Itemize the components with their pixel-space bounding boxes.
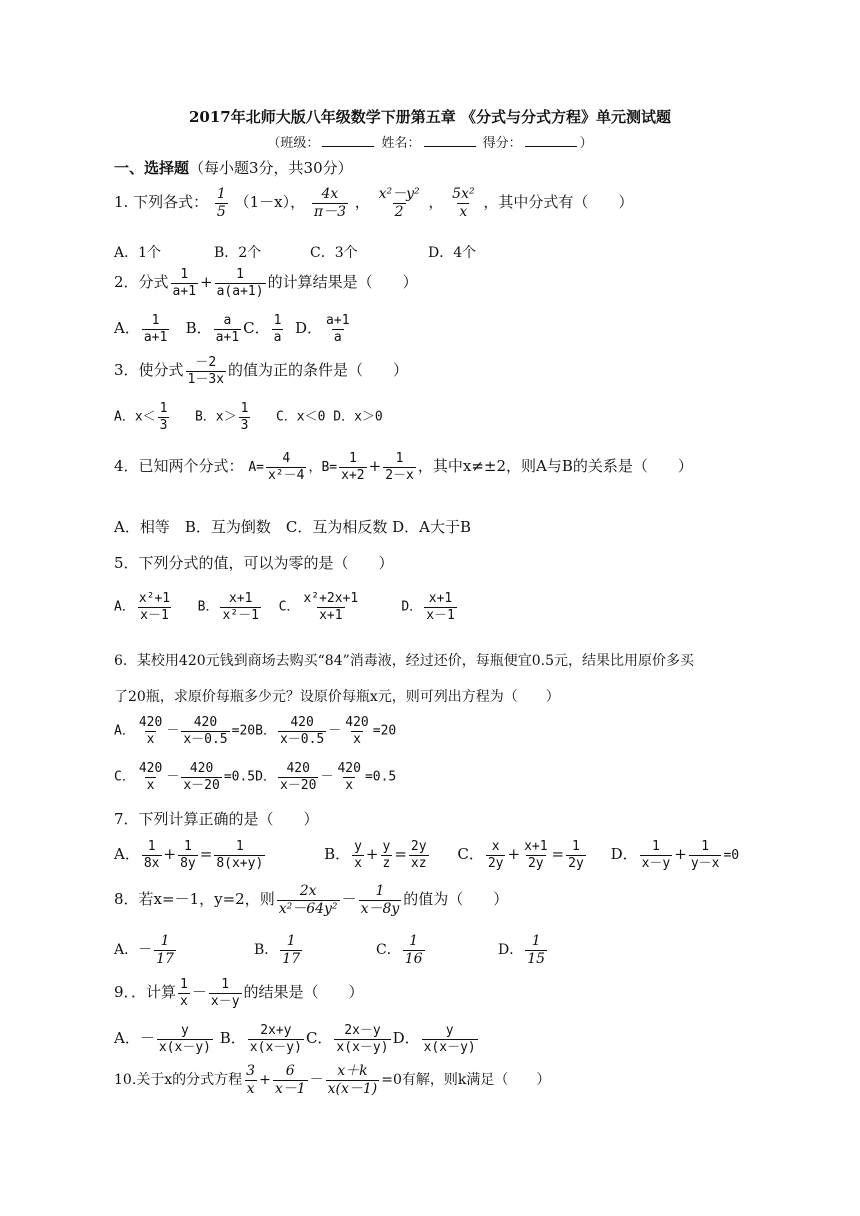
text: xz <box>410 855 427 871</box>
fraction <box>334 1024 390 1054</box>
fraction <box>266 452 306 482</box>
option-a: A．1个 <box>114 245 162 261</box>
text: － <box>309 1072 324 1089</box>
text: a <box>273 329 282 345</box>
text: 420 <box>189 761 214 776</box>
text: x <box>459 203 468 220</box>
text: x <box>353 731 361 747</box>
text: 1 <box>348 451 357 466</box>
text: 1 <box>236 267 244 282</box>
text: 8x <box>143 855 160 871</box>
section-title: 一、选择题 <box>114 159 190 177</box>
text: y－x <box>690 855 720 871</box>
text: （1－x）， <box>234 193 306 212</box>
text: a+1 <box>326 313 350 328</box>
option-a: A． <box>114 319 140 338</box>
text: 4．已知两个分式： <box>114 457 244 476</box>
text: 4 <box>282 451 291 466</box>
name-blank <box>424 134 476 147</box>
fraction <box>158 402 170 432</box>
option-b: B． <box>197 599 219 615</box>
text: x＋k <box>337 1063 368 1079</box>
fraction <box>181 716 229 746</box>
fraction <box>486 840 506 870</box>
fraction <box>525 934 547 966</box>
fraction <box>326 1064 380 1096</box>
text: 8y <box>180 855 196 871</box>
question-8 <box>114 884 508 916</box>
text: － <box>328 723 342 739</box>
fraction <box>215 268 266 298</box>
fraction <box>409 840 429 870</box>
fraction <box>142 840 162 870</box>
section-heading <box>114 157 353 178</box>
text: 1 <box>701 839 710 854</box>
option-c: C． <box>114 769 135 785</box>
text: =20 <box>231 723 256 739</box>
text: x+1 <box>428 591 453 606</box>
fraction <box>277 884 340 916</box>
text: 1 <box>180 267 189 282</box>
question-6-line-1: 6．某校用420元钱到商场去购买“84”消毒液，经过还价，每瓶便宜0.5元，结果比用原价多买 <box>114 653 695 669</box>
text: 1 <box>652 839 660 854</box>
fraction <box>215 187 228 219</box>
text: y <box>445 1023 454 1038</box>
page-title: 2017年北师大版八年级数学下册第五章 《分式与分式方程》单元测试题 <box>189 108 671 126</box>
fraction <box>522 840 549 870</box>
text: 17 <box>156 950 174 967</box>
option-a: A．－ <box>114 1029 155 1048</box>
text: x－0.5 <box>279 731 325 747</box>
text: 1 <box>240 401 249 416</box>
class-blank <box>322 134 374 147</box>
text: x²－y² <box>378 186 420 202</box>
text: x－y <box>641 855 671 871</box>
text: x²+2x+1 <box>303 591 359 606</box>
fraction <box>424 592 457 622</box>
text: + <box>674 845 687 864</box>
fraction <box>137 592 172 622</box>
text: + <box>163 845 177 864</box>
text: 8．若x=－1，y=2，则 <box>114 890 275 909</box>
question-3 <box>114 356 408 386</box>
text: x－1 <box>274 1080 306 1097</box>
fraction <box>377 187 422 219</box>
text: 10.关于x的分式方程 <box>114 1072 243 1089</box>
question-8-options <box>114 934 549 966</box>
fraction <box>248 1024 304 1054</box>
fraction <box>214 314 241 344</box>
text: y <box>354 839 362 854</box>
fraction <box>280 934 302 966</box>
fraction <box>186 356 226 386</box>
fraction <box>312 187 348 219</box>
text: ， <box>354 193 370 212</box>
fraction <box>339 452 366 482</box>
question-1-options <box>114 242 476 262</box>
fraction <box>273 1064 308 1096</box>
fraction <box>381 840 393 870</box>
text: 1 <box>221 977 230 992</box>
fraction <box>403 934 425 966</box>
fraction <box>220 592 260 622</box>
text: a+1 <box>215 329 240 345</box>
text: 1 <box>183 839 192 854</box>
text: =20 <box>372 723 397 739</box>
fraction <box>137 716 164 746</box>
text: + <box>368 457 382 476</box>
fraction <box>239 402 251 432</box>
text: =0 <box>723 848 740 864</box>
fraction <box>640 840 673 870</box>
option-c: C． <box>243 319 270 338</box>
text: 1 <box>216 186 226 202</box>
text: x(x－y) <box>336 1039 389 1055</box>
text: 1 <box>147 839 156 854</box>
text: x <box>146 777 155 793</box>
option-b: B． <box>255 723 276 739</box>
text: － <box>341 890 357 909</box>
fraction <box>359 884 402 916</box>
text: 6 <box>285 1063 295 1079</box>
option-b: B． <box>254 942 279 959</box>
fraction <box>171 268 198 298</box>
text: 17 <box>282 950 301 967</box>
text: a <box>223 313 232 328</box>
text: －2 <box>195 355 217 370</box>
text: x－0.5 <box>183 731 228 747</box>
text: 4x <box>321 186 339 202</box>
text: z <box>382 855 391 871</box>
text: 5 <box>216 203 226 220</box>
text: x(x－y) <box>423 1039 476 1055</box>
text: 3 <box>240 417 249 433</box>
fraction <box>272 314 284 344</box>
text: 1 <box>273 313 282 328</box>
fraction <box>209 978 242 1008</box>
text: x²－64y² <box>278 900 338 917</box>
text: 2y <box>487 855 504 871</box>
text: 420 <box>286 761 310 776</box>
option-d: D． <box>610 845 638 864</box>
text: x+1 <box>319 607 343 623</box>
text: =0有解，则k满足（ ） <box>381 1072 551 1089</box>
text: 420 <box>337 761 361 776</box>
option-a: A．x＜ <box>114 409 156 425</box>
text: 3 <box>159 417 168 433</box>
fraction <box>181 762 221 792</box>
text: x <box>354 855 362 871</box>
score-blank <box>525 134 577 147</box>
text: 1 <box>375 883 385 899</box>
question-1 <box>114 187 633 219</box>
option-a: A． <box>114 845 140 864</box>
fraction <box>278 762 318 792</box>
fraction <box>301 592 360 622</box>
text: 2y <box>527 855 544 871</box>
fraction <box>157 1024 213 1054</box>
text: 2x+y <box>260 1023 292 1038</box>
fraction <box>178 978 190 1008</box>
option-d: D．4个 <box>428 245 477 261</box>
option-c: C．3个 <box>310 245 358 261</box>
option-b: B． <box>324 845 351 864</box>
question-4 <box>114 452 693 482</box>
text: 1 <box>160 933 170 949</box>
text: x+1 <box>228 591 253 606</box>
text: 3．使分式 <box>114 361 184 380</box>
text: y <box>382 839 391 854</box>
text: x－1 <box>140 607 169 623</box>
text: 2x <box>299 883 317 899</box>
text: 1. 下列各式： <box>114 193 209 212</box>
text: 420 <box>138 761 163 776</box>
fraction <box>214 840 265 870</box>
text: =0.5 <box>364 769 397 785</box>
text: 15 <box>527 950 546 967</box>
text: x <box>180 993 188 1009</box>
text: x <box>246 1080 255 1097</box>
text: x－20 <box>183 777 220 793</box>
text: + <box>259 1072 271 1089</box>
text: 1 <box>235 839 244 854</box>
fraction <box>324 314 351 344</box>
fraction <box>335 762 362 792</box>
fraction <box>422 1024 478 1054</box>
text: 2．分式 <box>114 273 169 292</box>
fraction <box>137 762 164 792</box>
text: = <box>551 845 565 864</box>
text: 1 <box>286 933 296 949</box>
fraction <box>352 840 364 870</box>
text: x+2 <box>341 467 365 483</box>
option-b: B． <box>185 319 212 338</box>
text: ） <box>579 136 593 151</box>
text: 1 <box>159 401 168 416</box>
option-c: C． <box>305 1029 333 1048</box>
text: 1 <box>531 933 541 949</box>
fraction <box>689 840 722 870</box>
text: － <box>166 723 180 739</box>
text: 1 <box>395 451 404 466</box>
text: 2y <box>410 839 427 854</box>
text: ，B= <box>308 460 338 476</box>
fraction <box>154 934 176 966</box>
text: + <box>200 273 213 292</box>
text: 8(x+y) <box>216 855 264 871</box>
question-5: 5．下列分式的值，可以为零的是（ ） <box>114 554 394 572</box>
question-2 <box>114 268 418 298</box>
text: π－3 <box>313 203 346 220</box>
text: － <box>166 769 180 785</box>
text: 的值为正的条件是（ ） <box>228 361 409 380</box>
text: 2y <box>568 855 584 871</box>
question-6-line-2: 了20瓶，求原价每瓶多少元？设原价每瓶x元，则可列出方程为（ ） <box>114 689 560 705</box>
text: x－8y <box>360 900 400 917</box>
text: 3 <box>246 1063 256 1079</box>
question-2-options <box>114 314 354 344</box>
question-5-options <box>114 592 459 622</box>
question-6-options-ab <box>114 716 396 746</box>
text: y <box>181 1023 189 1038</box>
text: 420 <box>138 715 163 730</box>
option-d: D． <box>295 319 323 338</box>
question-9-options <box>114 1024 480 1054</box>
text: x(x－1) <box>327 1080 378 1097</box>
text: 2－x <box>385 467 414 483</box>
score-label: 得分： <box>482 136 522 151</box>
text: a+1 <box>143 329 168 345</box>
text: x²－4 <box>267 467 305 483</box>
option-a: A． <box>114 723 135 739</box>
text: = <box>394 845 407 864</box>
option-d: D． <box>498 942 524 959</box>
text: ， <box>428 193 444 212</box>
option-d: D． <box>255 769 276 785</box>
fraction <box>450 187 476 219</box>
option-c: C． <box>278 599 300 615</box>
text: = <box>199 845 213 864</box>
option-c: C． <box>457 845 484 864</box>
text: x <box>345 777 354 793</box>
fraction <box>278 716 326 746</box>
text: 420 <box>193 715 218 730</box>
text: 9．．计算 <box>114 983 177 1002</box>
text: 1 <box>180 977 188 992</box>
fraction <box>383 452 416 482</box>
text: 的计算结果是（ ） <box>267 273 418 292</box>
text: 16 <box>404 950 423 967</box>
text: 420 <box>345 715 369 730</box>
text: 1 <box>409 933 419 949</box>
section-note: （每小题3分，共30分） <box>189 159 353 177</box>
fraction <box>343 716 370 746</box>
text: x²+1 <box>138 591 171 606</box>
name-label: 姓名： <box>381 136 421 151</box>
text: 2 <box>394 203 404 220</box>
question-9 <box>114 978 364 1008</box>
text: － <box>320 769 334 785</box>
option-a: A．－ <box>114 942 153 959</box>
text: 的结果是（ ） <box>243 983 364 1002</box>
text: 1－3x <box>187 371 225 387</box>
fraction <box>244 1064 257 1096</box>
option-c-d: C．x＜0 D．x＞0 <box>275 409 383 425</box>
question-7-options <box>114 840 739 870</box>
question-10 <box>114 1064 550 1096</box>
student-info-line <box>0 132 860 151</box>
text: x <box>491 839 500 854</box>
text: a+1 <box>172 283 197 299</box>
text: 的值为（ ） <box>403 890 509 909</box>
text: + <box>365 845 379 864</box>
fraction <box>566 840 586 870</box>
text: A= <box>248 460 264 476</box>
question-3-options <box>114 402 383 432</box>
option-b: B．x＞ <box>194 409 237 425</box>
text: x－y <box>210 993 240 1009</box>
text: x(x－y) <box>158 1039 211 1055</box>
fraction <box>142 314 169 344</box>
text: x²－1 <box>222 607 259 623</box>
text: a <box>333 329 342 345</box>
text: x <box>146 731 155 747</box>
text: 420 <box>290 715 314 730</box>
text: x(x－y) <box>249 1039 302 1055</box>
option-d: D． <box>401 599 423 615</box>
class-label: （班级： <box>267 136 320 151</box>
text: a(a+1) <box>216 283 264 299</box>
text: 1 <box>572 839 580 854</box>
text: 1 <box>151 313 160 328</box>
text: 2x－y <box>344 1023 381 1038</box>
text: － <box>191 983 207 1002</box>
text: ，其中x≠±2，则A与B的关系是（ ） <box>417 457 693 476</box>
option-b: B． <box>219 1029 246 1048</box>
question-7: 7．下列计算正确的是（ ） <box>114 810 319 828</box>
question-6-options-cd <box>114 762 396 792</box>
text: + <box>507 845 521 864</box>
text: x－1 <box>426 607 455 623</box>
option-b: B．2个 <box>214 245 262 261</box>
text: ，其中分式有（ ） <box>483 193 634 212</box>
text: x+1 <box>524 839 548 854</box>
text: 5x² <box>452 186 475 202</box>
text: =0.5 <box>223 769 256 785</box>
option-a: A． <box>114 599 135 615</box>
question-4-options: A．相等 B．互为倒数 C．互为相反数 D．A大于B <box>114 518 471 536</box>
option-d: D． <box>392 1029 420 1048</box>
option-c: C． <box>376 942 401 959</box>
fraction <box>178 840 198 870</box>
text: x－20 <box>279 777 317 793</box>
